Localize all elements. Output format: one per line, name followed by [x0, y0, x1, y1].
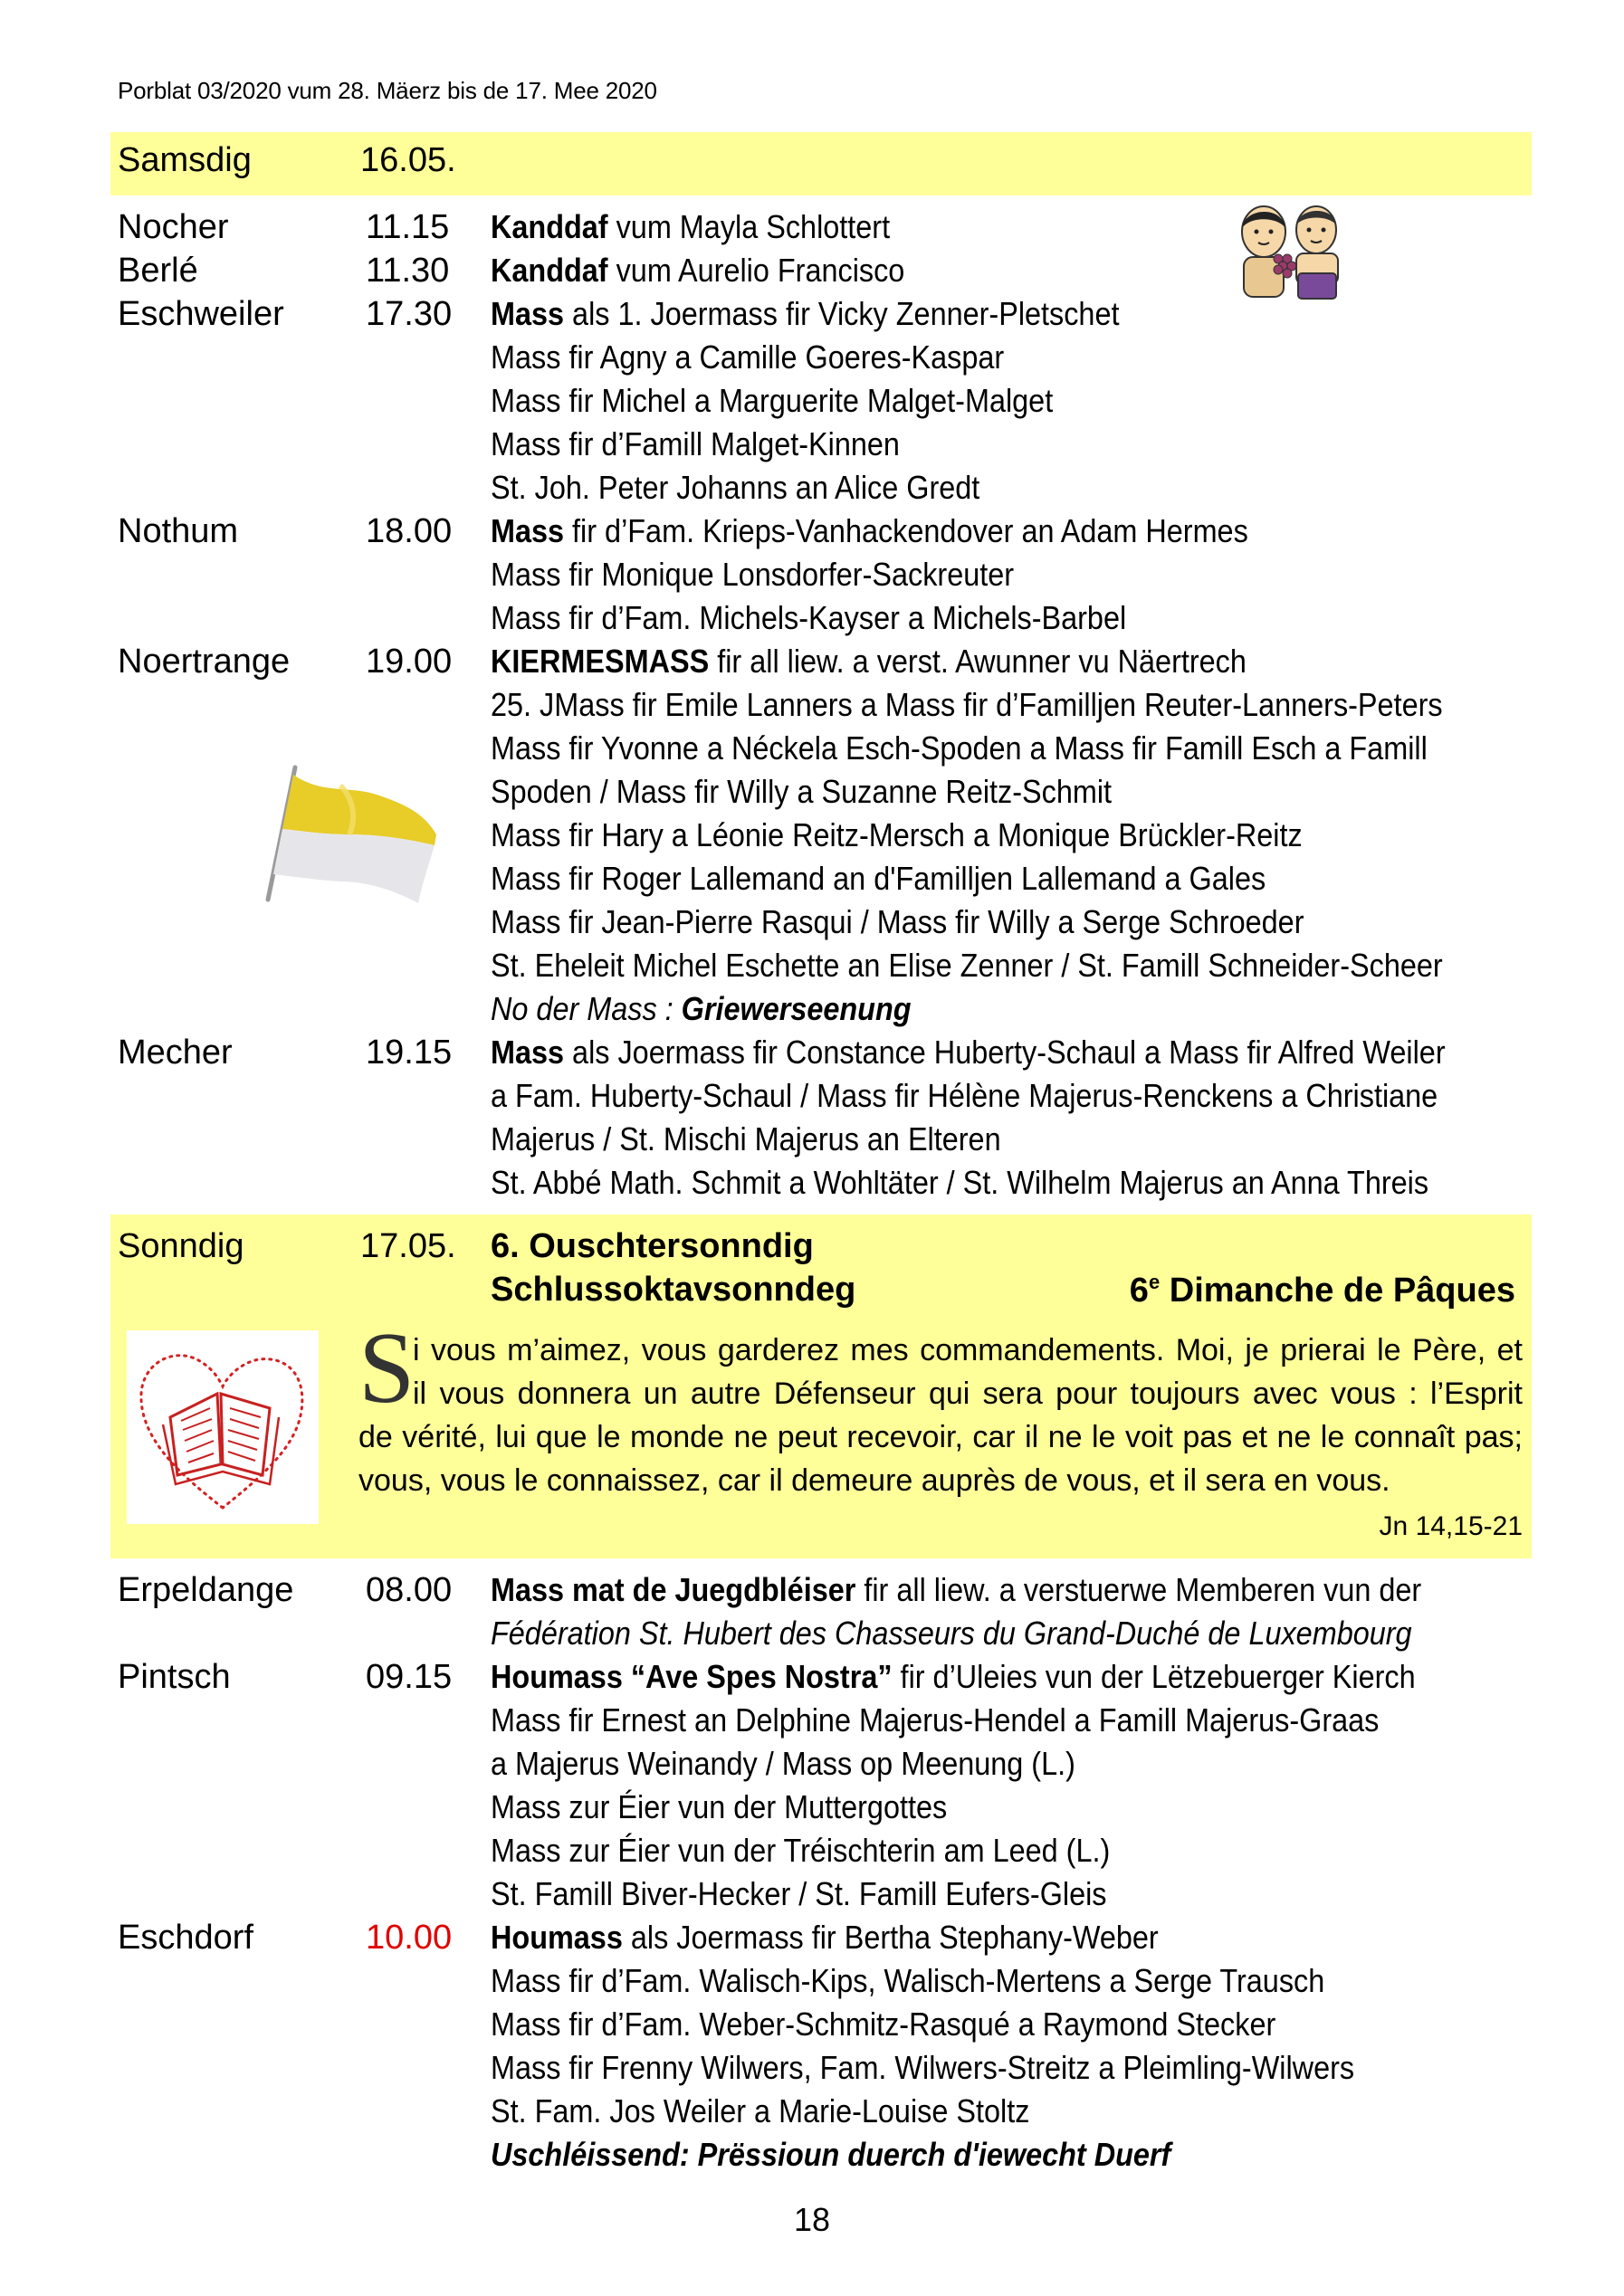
entry-line: Mass fir Roger Lallemand an d'Familljen Lallemand a Gales	[491, 860, 1266, 897]
page-number: 18	[793, 2201, 831, 2238]
time-nothum: 18.00	[366, 512, 453, 550]
entry-line: Spoden / Mass fir Willy a Suzanne Reitz-Schmit	[491, 773, 1113, 810]
time-noertrange: 19.00	[366, 643, 453, 681]
entry-line: Mass fir Hary a Léonie Reitz-Mersch a Monique Brückler-Reitz	[491, 816, 1303, 853]
place-nocher: Nocher	[118, 208, 229, 246]
place-nothum: Nothum	[118, 512, 239, 550]
entry-line: a Majerus Weinandy / Mass op Meenung (L.)	[491, 1745, 1075, 1782]
entry-line: Mass zur Éier vun der Muttergottes	[491, 1788, 948, 1825]
entry-line: Mass fir d’Fam. Michels-Kayser a Michels-Barbel	[491, 599, 1127, 636]
entry-line: Mass fir Monique Lonsdorfer-Sackreuter	[491, 556, 1015, 593]
entry-line: Mass fir Frenny Wilwers, Fam. Wilwers-Streitz a Pleimling-Wilwers	[491, 2049, 1355, 2086]
quote-line: vous, vous le connaissez, car il demeure auprès de vous, et il sera en vous.	[358, 1463, 1390, 1498]
entry-note: No der Mass : Griewerseenung	[491, 990, 912, 1027]
entry-line: Mass fir Michel a Marguerite Malget-Malget	[491, 382, 1054, 419]
entry-line: Mass fir Ernest an Delphine Majerus-Hendel a Famill Majerus-Graas	[491, 1701, 1380, 1739]
entry-line: Mass fir Agny a Camille Goeres-Kaspar	[491, 338, 1005, 376]
time-berle: 11.30	[366, 252, 450, 290]
quote-reference: Jn 14,15-21	[1379, 1511, 1523, 1541]
header-line: Porblat 03/2020 vum 28. Mäerz bis de 17. Mee 2020	[118, 77, 657, 104]
quote-line: il vous donnera un autre Défenseur qui sera pour toujours avec vous : l’Esprit	[413, 1377, 1523, 1411]
flag-icon	[214, 758, 440, 921]
children-illustration	[1228, 201, 1351, 302]
entry-line: Mass fir d’Fam. Walisch-Kips, Walisch-Mertens a Serge Trausch	[491, 1962, 1325, 1999]
entry-line: Mass fir Jean-Pierre Rasqui / Mass fir Willy a Serge Schroeder	[491, 903, 1304, 940]
entry-line: Mass als Joermass fir Constance Huberty-Schaul a Mass fir Alfred Weiler	[491, 1034, 1446, 1071]
entry-line: St. Famill Biver-Hecker / St. Famill Eufers-Gleis	[491, 1875, 1107, 1912]
entry-line: Fédération St. Hubert des Chasseurs du Grand-Duché de Luxembourg	[491, 1615, 1412, 1652]
entry-line: Kanddaf vum Aurelio Francisco	[491, 252, 905, 289]
entry-line: Mass als 1. Joermass fir Vicky Zenner-Pletschet	[491, 295, 1120, 332]
children-icon	[1228, 201, 1351, 302]
entry-line: St. Joh. Peter Johanns an Alice Gredt	[491, 469, 980, 506]
entry-line: Kanddaf vum Mayla Schlottert	[491, 208, 891, 245]
time-pintsch: 09.15	[366, 1658, 453, 1696]
entry-line: 25. JMass fir Emile Lanners a Mass fir d’Familljen Reuter-Lanners-Peters	[491, 686, 1443, 723]
heart-book-icon	[127, 1330, 319, 1524]
entry-line: Mass fir Yvonne a Néckela Esch-Spoden a Mass fir Famill Esch a Famill	[491, 729, 1428, 767]
entry-line: a Fam. Huberty-Schaul / Mass fir Hélène Majerus-Renckens a Christiane	[491, 1077, 1438, 1114]
quote-line: i vous m’aimez, vous garderez mes commandements. Moi, je prierai le Père, et	[413, 1333, 1523, 1367]
entry-line: Mass fir d’Famill Malget-Kinnen	[491, 425, 900, 462]
sunday-subtitle: Schlussoktavsonndeg	[491, 1271, 856, 1309]
time-nocher: 11.15	[366, 208, 450, 246]
entry-line: Mass fir d’Fam. Krieps-Vanhackendover an Adam Hermes	[491, 512, 1248, 549]
place-eschdorf: Eschdorf	[118, 1919, 253, 1957]
place-eschweiler: Eschweiler	[118, 295, 284, 333]
sunday-title: 6. Ouschtersonndig	[491, 1227, 814, 1265]
time-erpeldange: 08.00	[366, 1571, 453, 1609]
sunday-french-title: 6e Dimanche de Pâques	[1129, 1271, 1515, 1310]
entry-line: St. Abbé Math. Schmit a Wohltäter / St. Wilhelm Majerus an Anna Threis	[491, 1164, 1429, 1201]
sunday-day-name: Sonndig	[118, 1227, 244, 1265]
place-mecher: Mecher	[118, 1034, 233, 1072]
time-mecher: 19.15	[366, 1034, 453, 1072]
place-noertrange: Noertrange	[118, 643, 291, 681]
heart-book-illustration	[127, 1330, 319, 1524]
time-eschdorf: 10.00	[366, 1919, 453, 1957]
entry-line: Majerus / St. Mischi Majerus an Elteren	[491, 1120, 1001, 1158]
place-erpeldange: Erpeldange	[118, 1571, 294, 1609]
time-eschweiler: 17.30	[366, 295, 453, 333]
entry-line: Mass mat de Juegdbléiser fir all liew. a verstuerwe Memberen vun der	[491, 1571, 1422, 1608]
entry-line: St. Fam. Jos Weiler a Marie-Louise Stoltz	[491, 2092, 1030, 2129]
entry-line: Mass fir d’Fam. Weber-Schmitz-Rasqué a Raymond Stecker	[491, 2005, 1276, 2043]
dropcap-letter: S	[358, 1312, 416, 1424]
saturday-day-name: Samsdig	[118, 141, 252, 179]
entry-line: St. Eheleit Michel Eschette an Elise Zenner / St. Famill Schneider-Scheer	[491, 947, 1443, 984]
entry-line: KIERMESMASS fir all liew. a verst. Awunner vu Näertrech	[491, 643, 1247, 680]
entry-note: Uschléissend: Prëssioun duerch d'iewecht Duerf	[491, 2136, 1171, 2173]
gospel-quote	[358, 1329, 1523, 1502]
sunday-date: 17.05.	[360, 1227, 456, 1265]
entry-line: Houmass “Ave Spes Nostra” fir d’Uleies vun der Lëtzebuerger Kierch	[491, 1658, 1416, 1695]
saturday-date: 16.05.	[360, 141, 456, 179]
place-pintsch: Pintsch	[118, 1658, 231, 1696]
saturday-band	[110, 132, 1532, 195]
yellow-white-flag-illustration	[214, 758, 440, 921]
quote-line: de vérité, lui que le monde ne peut recevoir, car il ne le voit pas et ne le connaît pas;	[358, 1420, 1523, 1454]
place-berle: Berlé	[118, 252, 198, 290]
entry-line: Mass zur Éier vun der Tréischterin am Leed (L.)	[491, 1832, 1111, 1869]
entry-line: Houmass als Joermass fir Bertha Stephany-Weber	[491, 1919, 1159, 1956]
